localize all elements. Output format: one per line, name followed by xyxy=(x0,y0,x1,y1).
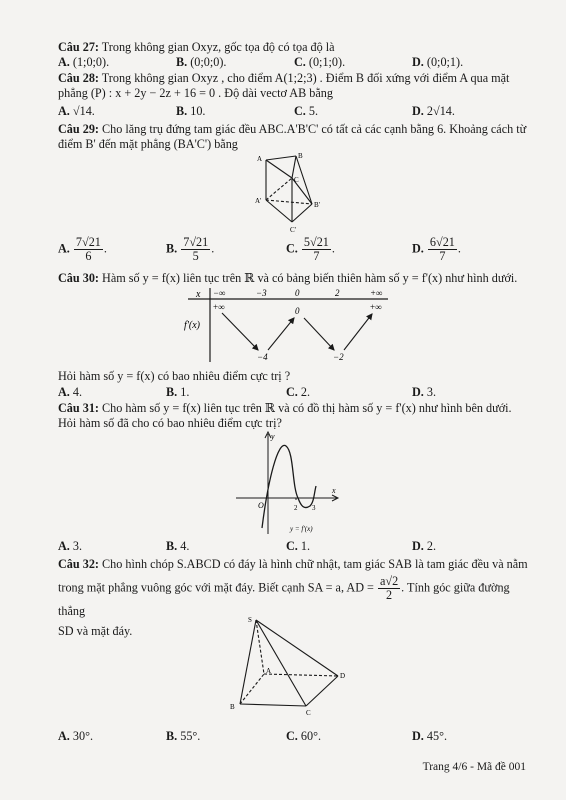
option-letter: C. xyxy=(286,385,298,399)
question-text: Hàm số y = f(x) liên tục trên ℝ và có bảng biến thiên hàm số y = f'(x) như hình dưới. xyxy=(98,271,518,285)
question-27 xyxy=(58,40,528,55)
label-C-prime: C' xyxy=(290,226,296,234)
question-30-prompt xyxy=(58,369,528,384)
option-text: 3. xyxy=(426,385,437,399)
x-row-label: x xyxy=(196,289,201,300)
question-30 xyxy=(58,271,528,286)
question-31 xyxy=(58,401,528,432)
fraction-numerator: 5√21 xyxy=(303,235,329,249)
option-letter: C. xyxy=(294,55,306,69)
option-text: 10. xyxy=(190,104,206,118)
options-32 xyxy=(58,729,528,745)
fraction-denominator: 7 xyxy=(439,249,446,264)
fprime-row-label: f'(x) xyxy=(184,320,201,331)
question-text: Hỏi hàm số đã cho có bao nhiêu điểm cực trị? xyxy=(58,416,282,431)
label-A: A xyxy=(266,667,272,675)
label-B: B xyxy=(298,152,303,160)
origin-label: O xyxy=(258,501,264,510)
question-text: điểm B' đến mặt phẳng (BA'C') bằng xyxy=(58,137,238,152)
option-text: (0;0;0). xyxy=(190,55,227,69)
option-letter: C. xyxy=(286,729,298,743)
option-text: 2. xyxy=(300,385,311,399)
question-text: SD và mặt đáy. xyxy=(58,623,133,638)
options-30 xyxy=(58,385,528,401)
option-letter: C. xyxy=(286,539,298,553)
option-text: 2√14. xyxy=(426,104,455,118)
f-value: −4 xyxy=(257,352,268,362)
fraction-numerator: a√2 xyxy=(379,573,399,588)
label-A: A xyxy=(257,155,263,163)
option-text: (0;1;0). xyxy=(308,55,346,69)
f-value: 0 xyxy=(295,306,300,316)
question-label: Câu 27: xyxy=(58,40,99,54)
question-text: Cho lăng trụ đứng tam giác đều ABC.A'B'C' có tất cả các cạnh bằng 6. Khoảng cách từ xyxy=(98,122,527,136)
option-text: 5. xyxy=(308,104,319,118)
option-letter: D. xyxy=(412,55,424,69)
x-value: 0 xyxy=(295,288,300,298)
question-text: Cho hình chóp S.ABCD có đáy là hình chữ nhật, tam giác SAB là tam giác đều và nằm xyxy=(98,557,528,571)
option-text: (1;0;0). xyxy=(72,55,110,69)
question-text: trong mặt phẳng vuông góc với mặt đáy. Biết cạnh SA = a, AD = xyxy=(58,580,377,595)
options-27 xyxy=(58,55,528,71)
option-text: 1. xyxy=(300,539,311,553)
option-letter: A. xyxy=(58,104,70,118)
option-text: 4. xyxy=(180,539,190,553)
options-29: A. $\frac{7√21}{6}$ . B. $\frac{7√21}{5}$ . C. $\frac{5√21}{7}$ . D. $\frac{6√21}{7}$ . xyxy=(58,235,461,264)
x-value: −∞ xyxy=(213,288,226,298)
question-label: Câu 32: xyxy=(58,557,99,571)
f-value: +∞ xyxy=(213,302,225,312)
x-value: 2 xyxy=(335,288,340,298)
option-text: 45°. xyxy=(426,729,448,743)
question-label: Câu 31: xyxy=(58,401,99,415)
option-letter: B. xyxy=(166,729,178,743)
x-value: −3 xyxy=(256,288,267,298)
question-28 xyxy=(58,71,528,102)
derivative-graph xyxy=(234,430,344,538)
option-text: √14. xyxy=(72,104,95,118)
y-axis-label: y xyxy=(271,432,275,441)
option-letter: D. xyxy=(412,104,424,118)
tick-3: 3 xyxy=(312,504,316,512)
f-value: +∞ xyxy=(370,302,382,312)
fraction-denominator: 7 xyxy=(313,249,320,264)
f-value: −2 xyxy=(333,352,344,362)
option-letter: A. xyxy=(58,241,70,256)
option-letter: D. xyxy=(412,539,424,553)
page-footer: Trang 4/6 - Mã đề 001 xyxy=(422,761,526,773)
option-letter: D. xyxy=(412,241,424,256)
option-letter: A. xyxy=(58,729,70,743)
question-text: Trong không gian Oxyz , cho điểm A(1;2;3) . Điểm B đối xứng với điểm A qua mặt xyxy=(98,71,510,85)
question-text: phẳng (P) : x + 2y − 2z + 16 = 0 . Độ dài vectơ AB bằng xyxy=(58,86,333,101)
option-letter: C. xyxy=(286,241,298,256)
option-text: 3. xyxy=(72,539,83,553)
option-letter: D. xyxy=(412,729,424,743)
option-letter: B. xyxy=(166,241,178,256)
options-31 xyxy=(58,539,528,555)
fraction-numerator: 7√21 xyxy=(75,235,101,249)
option-text: 30°. xyxy=(72,729,94,743)
option-letter: D. xyxy=(412,385,424,399)
prism-figure xyxy=(252,152,332,236)
question-label: Câu 30: xyxy=(58,271,99,285)
variation-table xyxy=(180,286,390,364)
options-28 xyxy=(58,104,528,120)
option-letter: C. xyxy=(294,104,306,118)
label-A-prime: A' xyxy=(255,197,262,205)
label-D: D xyxy=(340,672,346,680)
option-text: 4. xyxy=(72,385,83,399)
x-axis-label: x xyxy=(332,486,336,495)
question-text: Cho hàm số y = f(x) liên tục trên ℝ và có đồ thị hàm số y = f'(x) như hình bên dưới. xyxy=(98,401,512,415)
question-text: Hỏi hàm số y = f(x) có bao nhiêu điểm cực trị ? xyxy=(58,369,291,383)
label-B-prime: B' xyxy=(314,201,320,209)
option-text: (0;0;1). xyxy=(426,55,464,69)
tick-2: 2 xyxy=(294,504,298,512)
question-text: Trong không gian Oxyz, gốc tọa độ có tọa độ là xyxy=(98,40,335,54)
option-text: 55°. xyxy=(180,729,201,743)
option-letter: A. xyxy=(58,539,70,553)
question-29 xyxy=(58,122,528,153)
option-letter: B. xyxy=(176,55,188,69)
fraction-denominator: 6 xyxy=(85,249,92,264)
question-label: Câu 29: xyxy=(58,122,99,136)
question-label: Câu 28: xyxy=(58,71,99,85)
label-S: S xyxy=(248,616,252,624)
label-C: C xyxy=(294,176,299,184)
pyramid-figure xyxy=(226,612,356,716)
curve-label: y = f'(x) xyxy=(290,525,313,533)
label-B: B xyxy=(230,703,235,711)
label-C: C xyxy=(306,709,311,716)
option-text: 2. xyxy=(426,539,437,553)
option-letter: B. xyxy=(176,104,188,118)
fraction-numerator: 7√21 xyxy=(183,235,209,249)
option-text: 60°. xyxy=(300,729,322,743)
option-letter: B. xyxy=(166,385,178,399)
option-letter: A. xyxy=(58,55,70,69)
fraction-denominator: 2 xyxy=(386,587,393,602)
fraction-numerator: 6√21 xyxy=(429,235,455,249)
x-value: +∞ xyxy=(370,288,383,298)
option-letter: B. xyxy=(166,539,178,553)
option-text: 1. xyxy=(180,385,190,399)
fraction-denominator: 5 xyxy=(192,249,199,264)
option-letter: A. xyxy=(58,385,70,399)
question-text: . Tính góc giữa đường thẳng xyxy=(58,580,510,619)
